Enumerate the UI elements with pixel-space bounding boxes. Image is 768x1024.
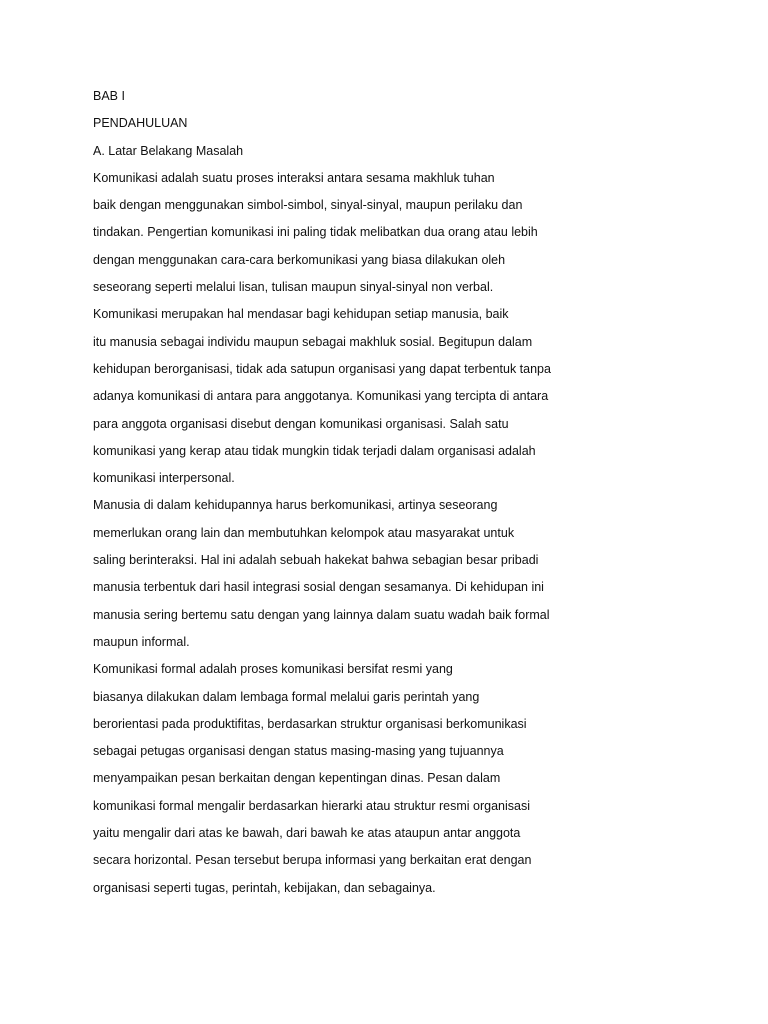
text-line: berorientasi pada produktifitas, berdasarkan struktur organisasi berkomunikasi <box>93 716 527 731</box>
text-line: seseorang seperti melalui lisan, tulisan maupun sinyal-sinyal non verbal. <box>93 280 494 295</box>
section-heading: A. Latar Belakang Masalah <box>93 143 244 158</box>
text-line: biasanya dilakukan dalam lembaga formal melalui garis perintah yang <box>93 689 480 704</box>
chapter-title: PENDAHULUAN <box>93 116 188 131</box>
text-line: manusia sering bertemu satu dengan yang lainnya dalam suatu wadah baik formal <box>93 607 550 622</box>
text-line: para anggota organisasi disebut dengan komunikasi organisasi. Salah satu <box>93 416 509 431</box>
text-line: komunikasi formal mengalir berdasarkan hierarki atau struktur resmi organisasi <box>93 798 530 813</box>
text-line: komunikasi yang kerap atau tidak mungkin tidak terjadi dalam organisasi adalah <box>93 443 536 458</box>
text-line: kehidupan berorganisasi, tidak ada satupun organisasi yang dapat terbentuk tanpa <box>93 361 551 376</box>
text-line: Komunikasi adalah suatu proses interaksi antara sesama makhluk tuhan <box>93 170 495 185</box>
text-line: Manusia di dalam kehidupannya harus berkomunikasi, artinya seseorang <box>93 498 498 513</box>
text-line: menyampaikan pesan berkaitan dengan kepentingan dinas. Pesan dalam <box>93 771 501 786</box>
text-line: secara horizontal. Pesan tersebut berupa informasi yang berkaitan erat dengan <box>93 853 532 868</box>
text-line: baik dengan menggunakan simbol-simbol, sinyal-sinyal, maupun perilaku dan <box>93 198 523 213</box>
text-line: sebagai petugas organisasi dengan status masing-masing yang tujuannya <box>93 744 504 759</box>
text-line: maupun informal. <box>93 634 190 649</box>
text-line: tindakan. Pengertian komunikasi ini paling tidak melibatkan dua orang atau lebih <box>93 225 538 240</box>
text-line: organisasi seperti tugas, perintah, kebijakan, dan sebagainya. <box>93 880 436 895</box>
text-line: komunikasi interpersonal. <box>93 471 235 486</box>
text-line: adanya komunikasi di antara para anggotanya. Komunikasi yang tercipta di antara <box>93 389 549 404</box>
text-line: dengan menggunakan cara-cara berkomunikasi yang biasa dilakukan oleh <box>93 252 506 267</box>
chapter-heading: BAB I <box>93 89 125 103</box>
text-line: itu manusia sebagai individu maupun sebagai makhluk sosial. Begitupun dalam <box>93 334 533 349</box>
text-line: Komunikasi formal adalah proses komunikasi bersifat resmi yang <box>93 662 453 677</box>
text-line: manusia terbentuk dari hasil integrasi sosial dengan sesamanya. Di kehidupan ini <box>93 580 544 595</box>
text-line: yaitu mengalir dari atas ke bawah, dari bawah ke atas ataupun antar anggota <box>93 826 521 841</box>
document-body <box>93 86 693 905</box>
text-line: saling berinteraksi. Hal ini adalah sebuah hakekat bahwa sebagian besar pribadi <box>93 553 539 568</box>
text-line: Komunikasi merupakan hal mendasar bagi kehidupan setiap manusia, baik <box>93 307 509 322</box>
text-line: memerlukan orang lain dan membutuhkan kelompok atau masyarakat untuk <box>93 525 515 540</box>
